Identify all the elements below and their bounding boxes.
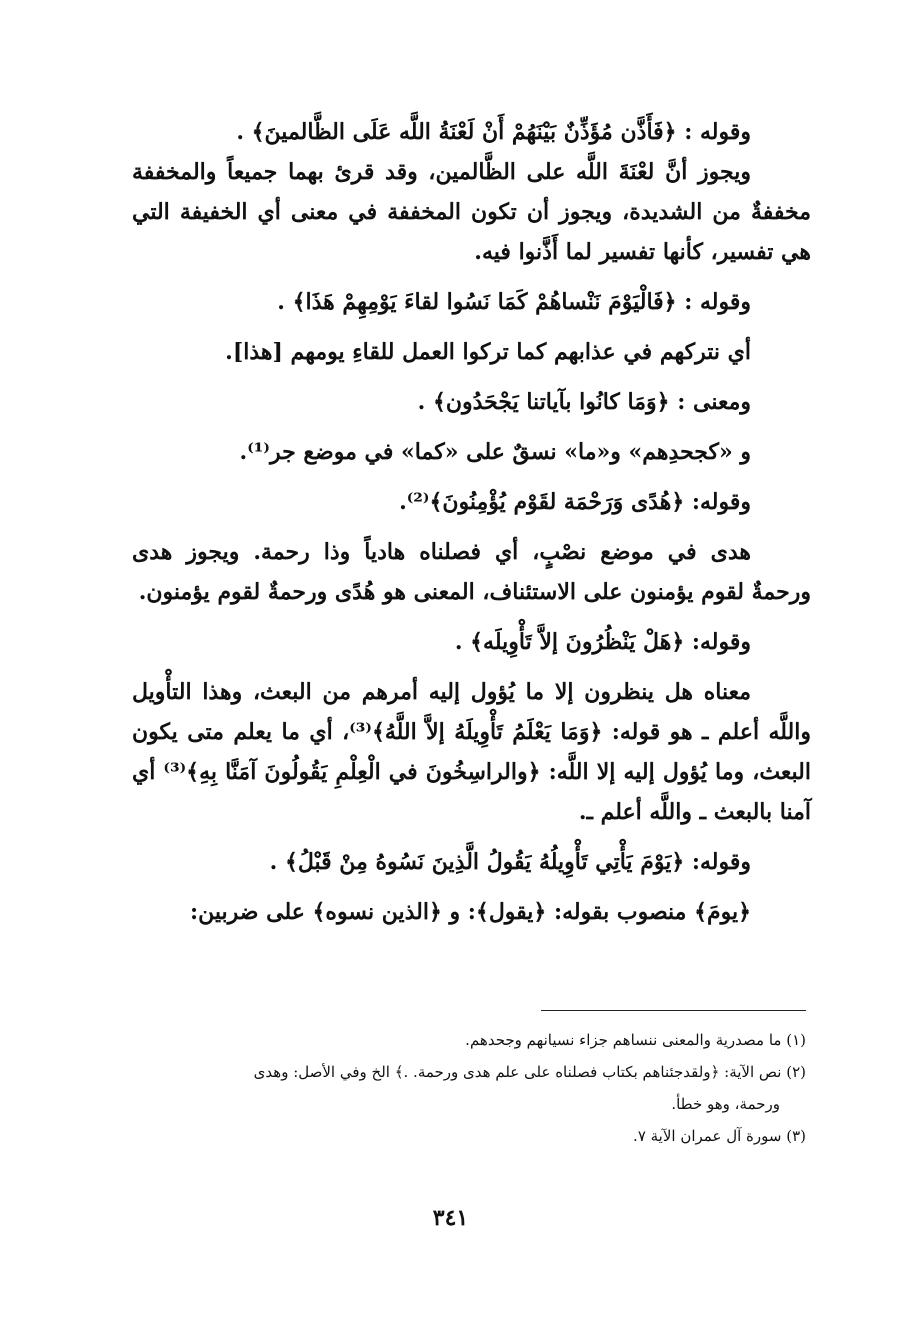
page-number: ٣٤١ (432, 1205, 469, 1231)
footnote-2-line-2: ورحمة، وهو خطأ. (671, 1095, 780, 1113)
paragraph-10: معناه هل ينظرون إلا ما يُؤول إليه أمرهم من البعث، وهذا التأْويل واللَّه أعلم ـ هو قوله: ﴿وَمَا يَعْلَمُ تَأْوِيلَهُ إلاَّ اللَّهُ﴾⁽³⁾، أي ما يعلم متى يكون البعث، وما يُؤول إليه إلا اللَّه: ﴿والراسِخُونَ في الْعِلْمِ يَقُولُونَ آمَنَّا بِهِ﴾⁽³⁾ أي آمنا بالبعث ـ واللَّه أعلم ـ. (132, 679, 811, 825)
footnotes (132, 1024, 806, 1152)
paragraph-8: هدى في موضع نصْبٍ، أي فصلناه هادياً وذا رحمة. ويجوز هدى ورحمةٌ لقوم يؤمنون على الاستئناف، المعنى هو هُدًى ورحمةٌ لقوم يؤمنون. (132, 539, 811, 605)
paragraph-5: ومعنى : ﴿وَمَا كانُوا بآياتنا يَجْحَدُون﴾ . (417, 389, 751, 415)
paragraph-7: وقوله: ﴿هُدًى وَرَحْمَة لقَوْم يُؤْمِنُونَ﴾⁽²⁾. (399, 489, 751, 515)
paragraph-12: ﴿يومَ﴾ منصوب بقوله: ﴿يقول﴾: و ﴿الذين نسوه﴾ على ضربين: (190, 899, 751, 925)
paragraph-6: و «كجحدِهم» و«ما» نسقٌ على «كما» في موضع جر⁽¹⁾. (239, 439, 751, 465)
paragraph-4: أي نتركهم في عذابهم كما تركوا العمل للقاءِ يومهم [هذا]. (225, 339, 751, 365)
main-text (132, 112, 811, 932)
paragraph-1: وقوله : ﴿فَأَذَّن مُؤَذِّنٌ بَيْنَهُمْ أَنْ لَعْنَةُ اللَّه عَلَى الظَّالمينَ﴾ . (236, 119, 751, 145)
footnote-2-line-1: (٢) نص الآية: ﴿ولقدجئناهم بكتاب فصلناه على علم هدى ورحمة. .﴾ الخ وفي الأصل: وهدى (253, 1063, 806, 1081)
paragraph-2: ويجوز أنَّ لعْنَةَ اللَّه على الظَّالمين، وقد قرئ بهما جميعاً والمخففة مخففةٌ من الشديدة، ويجوز أن تكون المخففة في معنى أي الخفيفة التي هي تفسير، كأنها تفسير لما أَذَّنوا فيه. (132, 159, 812, 265)
paragraph-11: وقوله: ﴿يَوْمَ يَأْتِي تَأْوِيلُهُ يَقُولُ الَّذِينَ نَسُوهُ مِنْ قَبْلُ﴾ . (269, 849, 751, 875)
footnote-3: (٣) سورة آل عمران الآية ٧. (633, 1127, 806, 1145)
footnote-2 (132, 1056, 806, 1120)
paragraph-3: وقوله : ﴿فَالْيَوْمَ نَنْساهُمْ كَمَا نَسُوا لقاءَ يَوْمِهِمْ هَذَا﴾ . (277, 289, 751, 315)
footnote-divider (541, 1010, 806, 1011)
footnote-1: (١) ما مصدرية والمعنى ننساهم جزاء نسيانهم وجحدهم. (465, 1031, 806, 1049)
paragraph-9: وقوله: ﴿هَلْ يَنْظُرُونَ إلاَّ تَأْوِيلَه﴾ . (454, 629, 751, 655)
